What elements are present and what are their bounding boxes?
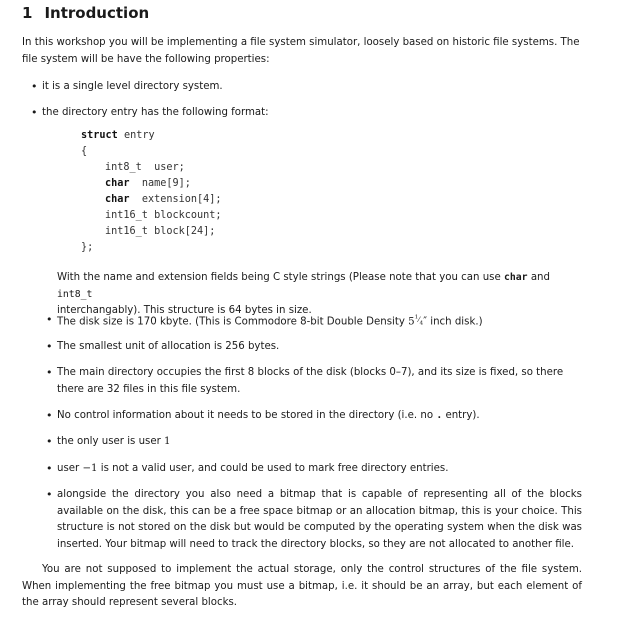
code-line: int8_t user; [105,162,185,173]
list-item: • user −1 is not a valid user, and could be used to mark free directory entries. [57,461,582,478]
list-item-text: the directory entry has the following format: [42,107,269,118]
list-item [31,79,582,96]
list-item-text: it is a single level directory system. [42,81,223,92]
list-item: • The disk size is 170 kbyte. (This is Commodore 8-bit Double Density $5^1⁄_4''$ inch disk.) [46,313,483,328]
list-item [31,105,582,122]
section-heading [22,4,149,22]
code-line: { [81,146,88,157]
list-item-text: The main directory occupies the first 8 blocks of the disk (blocks 0–7), and its size is fixed, so there there are 32 files in this file system. [57,367,564,395]
bullet-icon: • [46,488,53,501]
code-line: struct entry [81,130,155,141]
list-item-text: The smallest unit of allocation is 256 bytes. [57,341,280,352]
bullet-icon: • [46,366,53,379]
list-item: • No control information about it needs to be stored in the directory (i.e. no . entry). [57,408,582,425]
code-note-paragraph: With the name and extension fields being C style strings (Please note that you can use char and int8_t interchangably). This structure is 64 bytes in size. [57,272,550,316]
list-item [46,487,582,553]
list-item-text: alongside the directory you also need a bitmap that is capable of representing all of the blocks available on the disk, this can be a free space bitmap or an allocation bitmap, this is your choice. This structure is not stored on the disk but would be computed by the operating system when the disk was inserted. Your bitmap will need to track the directory blocks, so they are not allocated to another file. [57,489,582,550]
code-line: int16_t block[24]; [105,226,216,237]
bullet-icon: • [46,340,53,353]
bullet-icon: • [46,435,53,448]
bullet-icon: • [46,313,53,326]
section-title: Introduction [44,4,150,22]
code-line: int16_t blockcount; [105,210,222,221]
bullet-icon: • [46,409,53,422]
bullet-icon: • [31,106,38,119]
bullet-icon: • [46,462,53,475]
section-number: 1 [22,4,33,22]
code-line: char name[9]; [105,178,191,189]
bullet-icon: • [31,80,38,93]
list-item: • the only user is user 1 [57,434,582,451]
list-item [46,365,582,398]
list-item [46,339,582,356]
code-line: }; [81,242,94,253]
code-line: char extension[4]; [105,194,222,205]
intro-paragraph: In this workshop you will be implementing a file system simulator, loosely based on historic file systems. The file system will be have the following properties: [22,37,580,65]
closing-paragraph: You are not supposed to implement the actual storage, only the control structures of the file system. When implementing the free bitmap you must use a bitmap, i.e. it should be an array, but each element of the array should represent several blocks. [22,564,582,608]
